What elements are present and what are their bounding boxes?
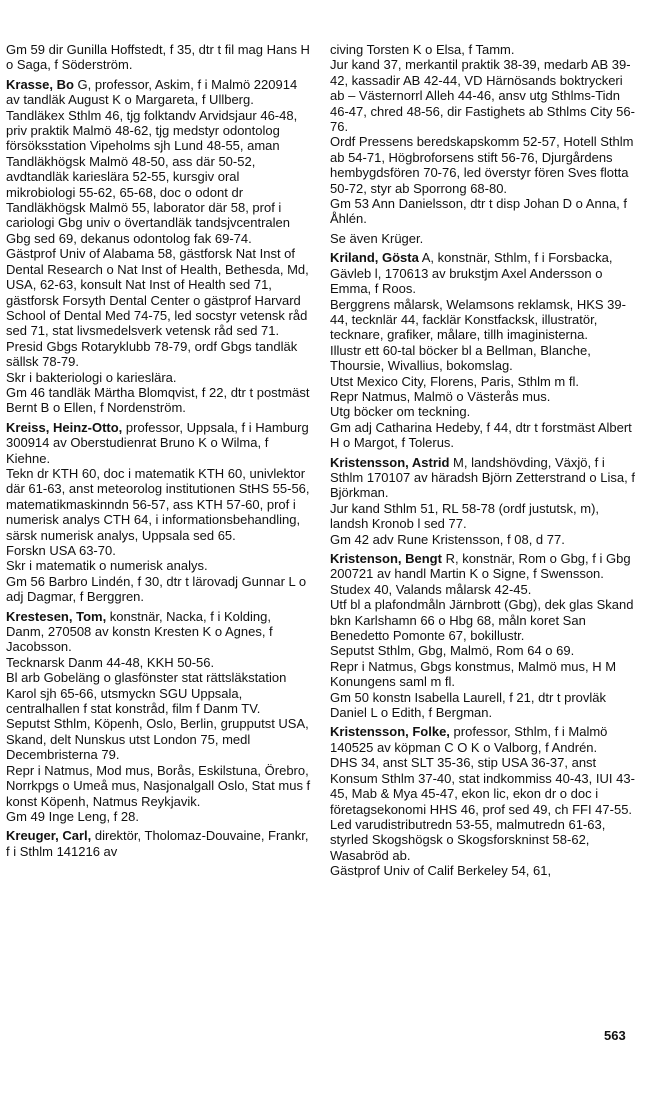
biography-entry (6, 420, 311, 605)
entry-name: Krasse, Bo (6, 76, 74, 92)
entry-text: Repr i Natmus, Gbgs konstmus, Malmö mus, H M Konungens saml m fl. (330, 658, 617, 690)
entry-text: Skr i matematik o numerisk analys. (6, 558, 208, 574)
entry-paragraph (330, 597, 635, 643)
entry-paragraph (6, 385, 311, 416)
entry-paragraph (330, 404, 635, 419)
entry-text: Illustr ett 60-tal böcker bl a Bellman, Blanche, Thoursie, Wivallius, bokomslag. (330, 342, 591, 374)
entry-paragraph (330, 297, 635, 343)
entry-text: Tecknarsk Danm 44-48, KKH 50-56. (6, 654, 215, 670)
entry-text: Forskn USA 63-70. (6, 543, 116, 558)
biography-entry (330, 42, 635, 227)
entry-paragraph (330, 817, 635, 863)
biography-entry (330, 724, 635, 878)
entry-paragraph (330, 551, 635, 582)
left-column (6, 42, 311, 863)
entry-paragraph (330, 196, 635, 227)
entry-text: Presid Gbgs Rotaryklubb 78-79, ordf Gbgs tandläk sällsk 78-79. (6, 338, 298, 370)
entry-paragraph (330, 755, 635, 817)
entry-name: Krestesen, Tom, (6, 608, 107, 624)
entry-text: Se även Krüger. (330, 230, 424, 246)
entry-paragraph (6, 108, 311, 247)
entry-paragraph (6, 609, 311, 655)
entry-text: Seputst Sthlm, Gbg, Malmö, Rom 64 o 69. (330, 643, 575, 659)
right-column (330, 42, 635, 883)
entry-paragraph (6, 763, 311, 809)
entry-name: Kristensson, Folke, (330, 724, 450, 740)
biography-entry (6, 609, 311, 825)
entry-paragraph (6, 42, 311, 73)
entry-paragraph (330, 374, 635, 389)
entry-text: Gm adj Catharina Hedeby, f 44, dtr t forstmäst Albert H o Margot, f Tolerus. (330, 419, 632, 451)
entry-paragraph (330, 724, 635, 755)
entry-text: Studex 40, Valands målarsk 42-45. (330, 581, 532, 597)
biography-entry (6, 828, 311, 859)
entry-paragraph (6, 370, 311, 385)
entry-paragraph (6, 655, 311, 670)
entry-paragraph (6, 420, 311, 466)
entry-text: civing Torsten K o Elsa, f Tamm. (330, 42, 515, 57)
entry-name: Kreuger, Carl, (6, 828, 92, 844)
entry-text: Utf bl a plafondmåln Järnbrott (Gbg), dek glas Skand bkn Karlshamn 66 o Hbg 68, måln koret San Benedetto Pomonte 67, bokillustr. (330, 597, 634, 644)
entry-paragraph (330, 863, 635, 878)
entry-name: Kristenson, Bengt (330, 551, 442, 566)
entry-paragraph (330, 582, 635, 597)
entry-paragraph (6, 77, 311, 108)
entry-text: Gästprof Univ of Alabama 58, gästforsk Nat Inst of Dental Research o Nat Inst of Health, Bethesda, Md, USA, 62-63, konsult Nat Inst of Health sed 71, gästforsk Forsyth Dental Center o gästprof Harvard School of Dental Med 74-75, led socstyr vetensk råd sed 71, stat livsmedelsverk vetensk råd sed 71. (6, 246, 309, 339)
entry-text: Gm 46 tandläk Märtha Blomqvist, f 22, dtr t postmäst Bernt B o Ellen, f Nordenström. (6, 384, 310, 416)
entry-paragraph (330, 57, 635, 134)
entry-text: Gm 59 dir Gunilla Hoffstedt, f 35, dtr t fil mag Hans H o Saga, f Söderström. (6, 42, 310, 73)
entry-text: Gm 53 Ann Danielsson, dtr t disp Johan D o Anna, f Åhlén. (330, 196, 628, 227)
entry-name: Kreiss, Heinz-Otto, (6, 419, 123, 435)
entry-paragraph (6, 574, 311, 605)
entry-paragraph (330, 532, 635, 547)
entry-text: Gm 42 adv Rune Kristensson, f 08, d 77. (330, 531, 565, 547)
entry-paragraph (330, 250, 635, 296)
entry-text: konstnär, Nacka, f i Kolding, Danm, 270508 av konstn Kresten K o Agnes, f Jacobsson. (6, 608, 273, 655)
entry-text: Gästprof Univ of Calif Berkeley 54, 61, (330, 863, 552, 879)
entry-text: Ordf Pressens beredskapskomm 52-57, Hotell Sthlm ab 54-71, Högbroforsens stift 56-76, Djurgårdens hembygdsfören 70-76, led överstyr fören Sves flotta 50-72, styr ab Sporrong 68-80. (330, 134, 634, 196)
entry-paragraph (330, 42, 635, 57)
entry-paragraph (6, 558, 311, 573)
entry-paragraph (330, 455, 635, 501)
entry-paragraph (6, 716, 311, 762)
biography-entry (330, 551, 635, 720)
biography-entry (330, 231, 635, 246)
entry-text: Jur kand Sthlm 51, RL 58-78 (ordf justutsk, m), landsh Kronob l sed 77. (330, 500, 600, 532)
entry-paragraph (330, 659, 635, 690)
entry-text: Utst Mexico City, Florens, Paris, Sthlm m fl. (330, 373, 579, 389)
entry-text: Repr Natmus, Malmö o Västerås mus. (330, 388, 551, 404)
entry-paragraph (330, 231, 635, 246)
entry-paragraph (330, 643, 635, 658)
entry-name: Kriland, Gösta (330, 250, 419, 266)
entry-text: Berggrens målarsk, Welamsons reklamsk, HKS 39-44, tecknlär 44, facklär Konstfacksk, illustratör, tecknare, grafiker, målare, tillh imaginisterna. (330, 296, 626, 343)
entry-text: Seputst Sthlm, Köpenh, Oslo, Berlin, grupputst USA, Skand, delt Nunskus utst London 75, medl Decembristerna 79. (6, 716, 309, 763)
biography-entry (6, 77, 311, 416)
entry-text: G, professor, Askim, f i Malmö 220914 av tandläk August K o Margareta, f Ullberg. (6, 76, 298, 108)
entry-text: DHS 34, anst SLT 35-36, stip USA 36-37, anst Konsum Sthlm 37-40, stat indkommiss 40-43, IUI 43-45, Mab & Mya 45-47, ekon lic, ekon dr o doc i företagsekonomi HHS 46, prof sed 49, ch FFI 47-55. (330, 755, 635, 817)
entry-paragraph (6, 466, 311, 543)
biography-entry (330, 250, 635, 450)
entry-paragraph (330, 420, 635, 451)
entry-paragraph (6, 828, 311, 859)
entry-text: Utg böcker om teckning. (330, 404, 471, 420)
entry-name: Kristensson, Astrid (330, 454, 450, 470)
entry-text: direktör, Tholomaz-Douvaine, Frankr, f i Sthlm 141216 av (6, 828, 309, 859)
biography-entry (330, 455, 635, 547)
entry-text: M, landshövding, Växjö, f i Sthlm 170107 av häradsh Björn Zetterstrand o Lisa, f Björkman. (330, 454, 635, 501)
entry-text: Jur kand 37, merkantil praktik 38-39, medarb AB 39-42, kassadir AB 42-44, VD Härnösands boktryckeri ab – Västernorrl Alleh 44-46, ansv utg Sthlms-Tidn 46-47, chred 48-56, dir Fastighets ab Sthlms City 56-76. (330, 57, 635, 135)
entry-paragraph (6, 543, 311, 558)
entry-paragraph (6, 246, 311, 338)
entry-paragraph (6, 670, 311, 716)
biography-entry (6, 42, 311, 73)
entry-text: Bl arb Gobeläng o glasfönster stat rättsläkstation Karol sjh 65-66, utsmyckn SGU Uppsala, centralhallen f stat konstråd, film f Danm TV. (6, 670, 287, 717)
entry-text: Tekn dr KTH 60, doc i matematik KTH 60, univlektor där 61-63, anst meteorolog institutionen StHS 55-56, matematikmaskinndn 56-57, ass KTH 57-60, prof i numerisk analys CTH 64, i informationsbehandling, särsk numerisk analys, Uppsala sed 65. (6, 465, 310, 543)
entry-paragraph (330, 501, 635, 532)
entry-text: A, konstnär, Sthlm, f i Forsbacka, Gävleb l, 170613 av brukstjm Axel Andersson o Emma, f Roos. (330, 250, 613, 297)
entry-text: Gm 50 konstn Isabella Laurell, f 21, dtr t provläk Daniel L o Edith, f Bergman. (330, 689, 607, 721)
entry-text: Gm 49 Inge Leng, f 28. (6, 808, 139, 824)
entry-text: R, konstnär, Rom o Gbg, f i Gbg 200721 av handl Martin K o Signe, f Swensson. (330, 551, 631, 582)
entry-text: professor, Uppsala, f i Hamburg 300914 av Oberstudienrat Bruno K o Wilma, f Kiehne. (6, 419, 309, 466)
entry-paragraph (330, 134, 635, 196)
entry-text: Tandläkex Sthlm 46, tjg folktandv Arvidsjaur 46-48, priv praktik Malmö 48-62, tjg medstyr odontolog försöksstation Vipeholms sjh Lund 48-55, aman Tandläkhögsk Malmö 48-50, ass där 50-52, avdtandläk karieslära 52-55, kursgiv oral mikrobiologi 55-62, 65-68, doc o odont dr Tandläkhögsk Malmö 55, laborator där 58, prof i cariologi Gbg univ o övertandläk tandsjvcentralen Gbg sed 69, dekanus odontolog fak 69-74. (6, 107, 298, 246)
entry-text: Repr i Natmus, Mod mus, Borås, Eskilstuna, Örebro, Norrkpgs o Umeå mus, Nasjonalgall Oslo, Stat mus f konst Köpenh, Natmus Reykjavik. (6, 762, 311, 809)
page-number: 563 (604, 1028, 626, 1043)
entry-text: Gm 56 Barbro Lindén, f 30, dtr t lärovadj Gunnar L o adj Dagmar, f Berggren. (6, 573, 307, 605)
entry-paragraph (330, 343, 635, 374)
entry-paragraph (6, 809, 311, 824)
entry-text: Skr i bakteriologi o karieslära. (6, 369, 177, 385)
entry-paragraph (6, 339, 311, 370)
entry-text: Led varudistributredn 53-55, malmutredn 61-63, styrled Skogshögsk o Skogsforskninst 58-62, Wasabröd ab. (330, 816, 606, 863)
entry-paragraph (330, 389, 635, 404)
entry-paragraph (330, 690, 635, 721)
entry-text: professor, Sthlm, f i Malmö 140525 av köpman C O K o Valborg, f Andrén. (330, 724, 608, 755)
